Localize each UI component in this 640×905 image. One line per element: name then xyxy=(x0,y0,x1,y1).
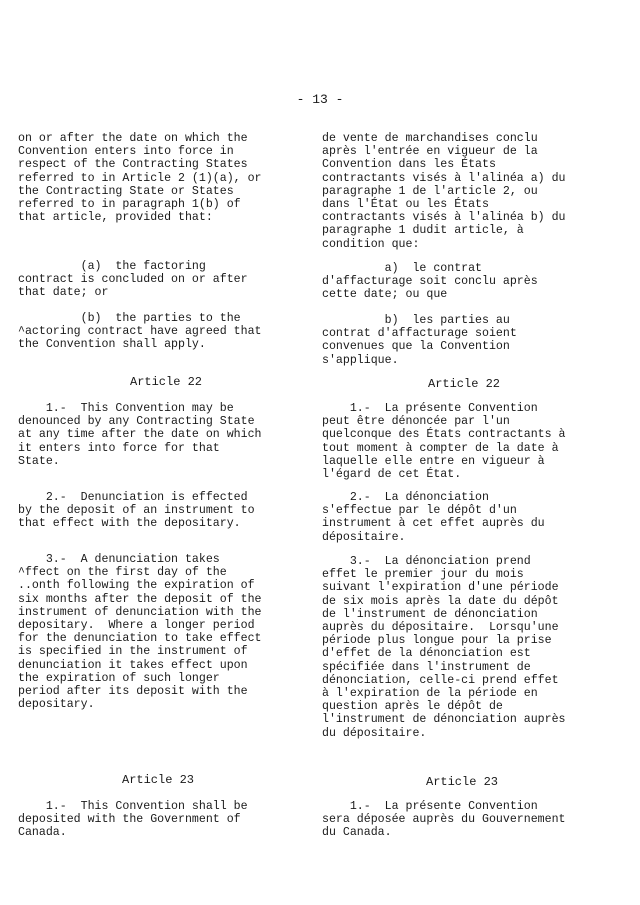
page-number: - 13 - xyxy=(296,92,344,107)
english-item-b: (b) the parties to the ^actoring contract have agreed that the Convention shall apply. xyxy=(18,312,262,352)
french-item-b: b) les parties au contrat d'affacturage soient convenues que la Convention s'applique. xyxy=(322,314,517,367)
french-intro: de vente de marchandises conclu après l'entrée en vigueur de la Convention dans les États contractants visés à l'alinéa a) du paragraphe 1 de l'article 2, ou dans l'État ou les États contractants visés à l'alinéa b) du paragraphe 1 dudit article, à condition que: xyxy=(322,132,566,251)
french-art22-para-2: 2.- La dénonciation s'effectue par le dépôt d'un instrument à cet effet auprès du dépositaire. xyxy=(322,491,545,544)
english-article-22-heading: Article 22 xyxy=(130,375,203,389)
english-item-a: (a) the factoring contract is concluded on or after that date; or xyxy=(18,260,248,300)
french-article-22-heading: Article 22 xyxy=(428,377,501,391)
french-item-a: a) le contrat d'affacturage soit conclu après cette date; ou que xyxy=(322,262,538,302)
french-art22-para-1: 1.- La présente Convention peut être dénoncée par l'un quelconque des États contractants à tout moment à compter de la date à laquelle elle entre en vigueur à l'égard de cet État. xyxy=(322,402,566,482)
french-art22-para-3: 3.- La dénonciation prend effet le premier jour du mois suivant l'expiration d'une période de six mois après la date du dépôt de l'instrument de dénonciation auprès du dépositaire. Lorsqu'une période plus longue pour la prise d'effet de la dénonciation est spécifiée dans l'instrument de dénonciation, celle-ci prend effet à l'expiration de la période en question après le dépôt de l'instrument de dénonciation auprès du dépositaire. xyxy=(322,555,566,740)
english-article-23-heading: Article 23 xyxy=(122,773,195,787)
english-art22-para-3: 3.- A denunciation takes ^ffect on the first day of the ..onth following the expiration of six months after the deposit of the instrument of denunciation with the depositary. Where a longer period for the denunciation to take effect is specified in the instrument of denunciation it takes effect upon the expiration of such longer period after its deposit with the depositary. xyxy=(18,553,262,712)
english-art22-para-2: 2.- Denunciation is effected by the deposit of an instrument to that effect with the depositary. xyxy=(18,491,255,531)
french-art23-para-1: 1.- La présente Convention sera déposée auprès du Gouvernement du Canada. xyxy=(322,800,566,840)
english-art23-para-1: 1.- This Convention shall be deposited with the Government of Canada. xyxy=(18,800,248,840)
english-art22-para-1: 1.- This Convention may be denounced by any Contracting State at any time after the date on which it enters into force for that State. xyxy=(18,402,262,468)
english-intro: on or after the date on which the Convention enters into force in respect of the Contracting States referred to in Article 2 (1)(a), or the Contracting State or States referred to in paragraph 1(b) of that article, provided that: xyxy=(18,132,262,225)
french-article-23-heading: Article 23 xyxy=(426,775,499,789)
